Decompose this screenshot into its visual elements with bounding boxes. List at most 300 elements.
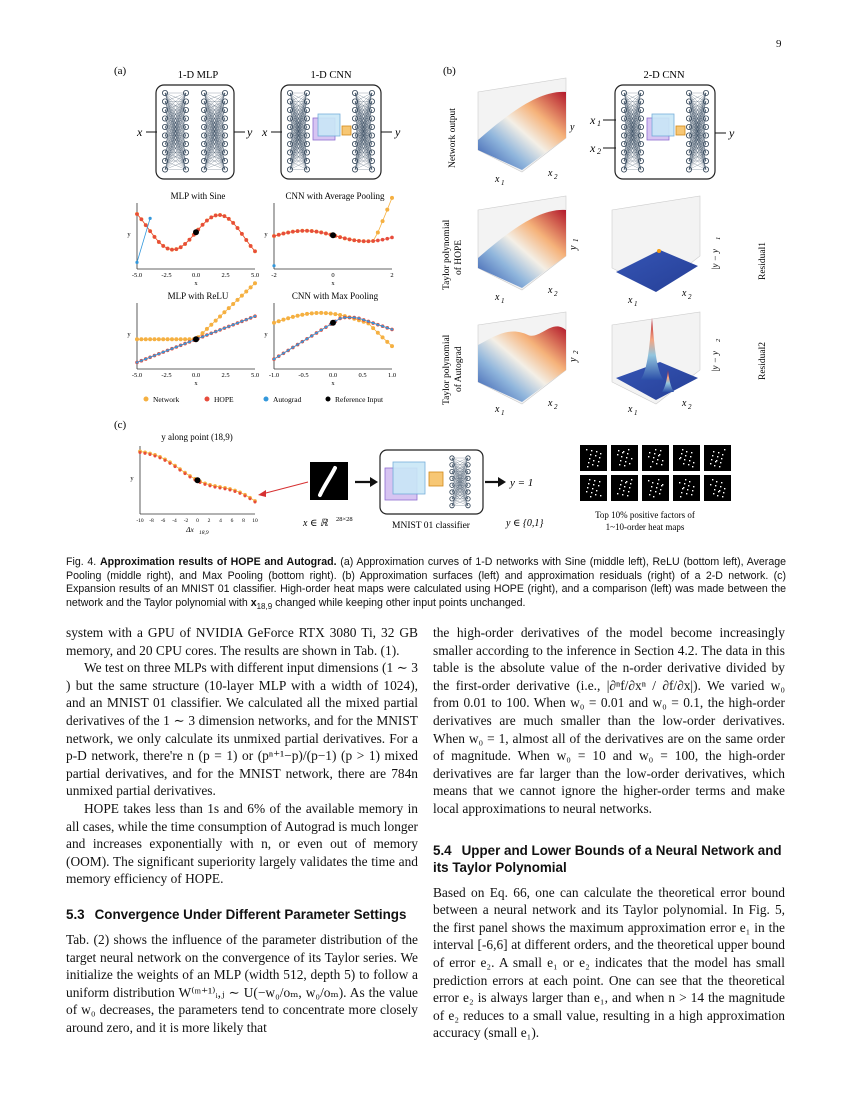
row-taylor-hope-2: of HOPE [454,239,464,275]
svg-text:x: x [682,288,687,299]
right-paragraph-2: Based on Eq. 66, one can calculate the theoretical error bound between a neural network and its Taylor polynomial. In Fig. 5, the first panel shows the maximum approximation error e₁ in the interval [-6,6] at different orders, and the theoretical upper bound of error e₂. A small e₁ or e₂ indicates that the model has small prediction errors at each point. One can see that the theoretical error e₂ is always larger than e₁, and when n > 14 the magnitude of e₂ reduces to a small value, resulting in a high approximation accuracy (small e₁). [433,884,785,1041]
heatmap-pixel [681,492,682,493]
heatmap-pixel [624,465,625,466]
row-network-output: Network output [448,108,458,168]
heatmap-pixel [686,451,687,452]
surface-residual1 [612,196,722,308]
svg-text:|y − y: |y − y [710,248,720,270]
c-tick-label: 0 [196,518,199,524]
curve-point [170,337,174,341]
curve-point [149,356,151,358]
heatmap-pixel [715,485,716,486]
curve-point [287,349,289,351]
curve-point [236,322,238,324]
curve-point [144,337,148,341]
c-hope-point [139,451,142,454]
mlp-input-x: x [137,125,143,139]
cnn2d-input-x2: x [590,141,596,155]
c-tick-label: -4 [172,518,177,524]
axis-tick-label: -2 [271,272,277,279]
curve-point [358,317,360,319]
heatmap-pixel [713,451,714,452]
curve-point [301,340,303,342]
curve-point [236,298,240,302]
section-5-4-number: 5.4 [433,842,452,858]
curve-point [135,261,138,264]
heatmap-pixel [623,451,624,452]
heatmap-pixel [595,455,596,456]
curve-point [175,247,179,251]
heatmap-tile [580,445,607,471]
heatmap-pixel [716,481,717,482]
c-classifier-label: MNIST 01 classifier [392,521,470,531]
curve-point [376,231,380,235]
mlp-output-y: y [247,125,253,139]
curve-point [153,354,155,356]
legend-hope: HOPE [214,395,234,404]
heatmap-pixel [685,479,686,480]
heatmap-pixel [586,491,587,492]
heatmap-pixel [592,488,593,489]
heatmap-pixel [593,460,594,461]
axis-x-label: x [331,380,335,387]
mlp-title: 1-D MLP [177,70,219,81]
c-red-arrowhead [258,490,266,497]
cnn2d-input-x1: x [590,113,596,127]
curve-point [296,314,300,318]
heatmap-pixel [649,494,650,495]
heatmap-pixel [598,461,599,462]
cnn2d-title: 2-D CNN [643,70,685,81]
curve-point [183,337,187,341]
svg-text:x: x [495,174,500,185]
curve-point [324,311,328,315]
heatmap-tile [580,475,607,501]
svg-text:y: y [570,122,575,133]
row-residual2: Residual2 [758,342,768,380]
heatmap-tile [611,475,638,501]
curve-point [348,238,352,242]
heatmap-pixel [627,453,628,454]
curve-point [300,313,304,317]
axis-tick-label: 1.0 [387,372,397,379]
heatmap-pixel [722,454,723,455]
heatmap-pixel [591,450,592,451]
curve-point [148,337,152,341]
heatmap-pixel [630,483,631,484]
heatmap-pixel [656,463,657,464]
svg-text:2: 2 [715,338,722,342]
curve-point [244,238,248,242]
curve-point [344,316,346,318]
heatmap-pixel [599,481,600,482]
curve-point [152,337,156,341]
heatmap-pixel [597,465,598,466]
curve-point [232,324,234,326]
svg-text:2: 2 [572,350,580,354]
curve-point [214,330,216,332]
curve-point [296,229,300,233]
svg-text:x: x [548,398,553,409]
heatmap-pixel [620,460,621,461]
c-hope-point [249,497,252,500]
curve-point [357,239,361,243]
heatmap-tile [673,475,700,501]
curve-point [157,240,161,244]
c-hope-point [234,490,237,493]
c-tick-label: 4 [219,518,222,524]
curve-point [377,323,379,325]
curve-point [188,341,190,343]
c-hope-point [184,472,187,475]
heatmap-pixel [651,486,652,487]
c-y-set: y ∈ {0,1} [506,518,544,529]
heatmap-pixel [596,451,597,452]
heatmap-pixel [624,486,625,487]
heatmap-pixel [660,450,661,451]
curve-point [272,264,275,267]
curve-point [148,229,152,233]
heatmap-pixel [710,463,711,464]
row-residual1: Residual1 [758,242,768,280]
curve-point [305,229,309,233]
row-taylor-auto-1: Taylor polynomial [442,334,452,405]
heatmap-pixel [680,496,681,497]
cnn-title: 1-D CNN [310,70,352,81]
c-arrow-out-head [498,477,506,487]
curve-point [201,223,205,227]
heatmap-pixel [713,493,714,494]
cnn-output-y: y [395,125,401,139]
curve-point [153,235,157,239]
curve-point [386,327,388,329]
curve-point [240,232,244,236]
heatmap-pixel [629,463,630,464]
curve-point [319,311,323,315]
surface-taylor-hope [478,196,580,305]
curve-point [291,315,295,319]
legend-hope-marker [205,397,210,402]
c-tick-label: -6 [160,518,166,524]
curve-point [214,214,218,218]
curve-point [254,315,256,317]
curve-point [184,342,186,344]
heatmap-pixel [657,483,658,484]
axis-x-label: x [331,280,335,287]
axis-tick-label: -2.5 [161,272,172,279]
axis-tick-label: 2.5 [221,372,230,379]
heatmap-pixel [724,449,725,450]
heatmap-pixel [679,482,680,483]
curve-point [338,313,342,317]
heatmap-pixel [717,495,718,496]
legend-autograd: Autograd [273,395,302,404]
svg-text:1: 1 [634,300,638,308]
curve-point [272,321,276,325]
heatmap-pixel [619,464,620,465]
svg-text:y: y [568,357,579,362]
c-hope-point [214,486,217,489]
curve-point [166,337,170,341]
heatmap-pixel [587,487,588,488]
heatmap-pixel [631,479,632,480]
curve-point [385,208,389,212]
curve-point [179,337,183,341]
curve-point [240,294,244,298]
heatmap-pixel [653,457,654,458]
curve-point [281,318,285,322]
curve-point [180,344,182,346]
heatmap-pixel [714,465,715,466]
curve-point [175,346,177,348]
axis-x-label: x [194,380,198,387]
cnn2d-input-x2-sub: 2 [597,147,601,156]
heatmap-pixel [589,458,590,459]
c-tick-label: 6 [230,518,234,524]
axis-tick-label: -2.5 [161,372,172,379]
curve-point [381,238,385,242]
c-hope-point [229,489,232,492]
panel-b-label: (b) [443,65,456,77]
curve-point [171,348,173,350]
heatmap-pixel [690,456,691,457]
c-hope-point [149,453,152,456]
heatmap-pixel [621,456,622,457]
curve-point [277,233,281,237]
section-5-4-heading [433,842,785,876]
heatmap-pixel [655,491,656,492]
heatmap-pixel [687,489,688,490]
curve-point [325,326,327,328]
curve-point [272,234,276,238]
curve-point [286,231,290,235]
heatmap-pixel [692,466,693,467]
curve-point [352,238,356,242]
c-xlabel-sub: 18,9 [199,530,209,536]
svg-text:2: 2 [688,293,692,301]
heatmap-pixel [688,464,689,465]
plot-relu-title: MLP with ReLU [167,291,229,301]
heatmap-pixel [649,452,650,453]
plot-max-title: CNN with Max Pooling [291,291,379,301]
curve-point [353,316,355,318]
curve-point [218,314,222,318]
heatmap-tile [642,445,669,471]
axis-tick-label: 2 [390,272,394,279]
legend-reference: Reference Input [335,395,384,404]
heatmap-pixel [680,457,681,458]
caption-xsub: 18,9 [256,601,273,611]
heatmap-pixel [650,490,651,491]
curve-point [140,359,142,361]
section-5-3-title: Convergence Under Different Parameter Settings [94,906,407,922]
heatmap-pixel [719,490,720,491]
curve-point [135,212,139,216]
curve-point [385,237,389,241]
legend-network-marker [144,397,149,402]
curve-point [174,337,178,341]
heatmap-pixel [683,487,684,488]
curve-point [219,329,221,331]
right-paragraph-1: the high-order derivatives of the model become increasingly smaller according to the inference in Section 4.2. The data in this table is the absolute value of the n-order derivative divided by the first-order derivative (i.e., |∂ⁿf/∂xⁿ / ∂f/∂x|). We varied w₀ from 0.01 to 100. When w₀ = 0.01 and w₀ = 0.1, the high-order derivatives are much smaller than the low-order derivatives. When w₀ = 1, almost all of the derivatives are on the same order of magnitude. When w₀ = 10 and w₀ = 100, the high-order derivatives are far larger than the low-order derivatives, which means that we cannot ignore the higher-order terms and make local approximations to neural networks. [433,625,785,816]
heatmap-pixel [686,493,687,494]
svg-text:1: 1 [501,179,505,187]
curve-point [310,229,314,233]
heatmap-pixel [718,452,719,453]
curve-point [305,312,309,316]
curve-point [390,196,394,200]
svg-text:x: x [495,404,500,415]
reference-point [330,232,336,238]
curve-point [390,344,394,348]
cnn-input-x: x [262,125,268,139]
svg-text:1: 1 [572,238,580,242]
axis-y-label: y [264,331,268,338]
legend-reference-marker [326,397,331,402]
heatmap-pixel [631,458,632,459]
curve-point [149,217,152,220]
curve-point [339,317,341,319]
heatmap-pixel [629,487,630,488]
curve-point [135,337,139,341]
curve-point [166,247,170,251]
axis-tick-label: -5.0 [131,272,143,279]
heatmap-pixel [626,457,627,458]
curve-point [249,317,251,319]
curve-point [333,312,337,316]
svg-text:2: 2 [554,173,558,181]
heatmap-pixel [717,456,718,457]
curve-point [338,235,342,239]
page-number: 9 [776,38,782,50]
left-paragraph-3: HOPE takes less than 1s and 6% of the available memory in all cases, while the time consumption of Autograd is much longer and increases exponentially with n, or even out of memory (OOM). The significant superiority largely validates the time and memory efficiency of HOPE. [66,800,418,887]
curve-point [201,336,203,338]
heatmap-pixel [689,460,690,461]
cnn2d-output-y: y [729,126,735,140]
c-hope-point [219,486,222,489]
axis-x-label: x [194,280,198,287]
heatmap-pixel [627,495,628,496]
c-tick-label: 10 [252,518,258,524]
curve-point [319,231,323,235]
curve-point [140,217,144,221]
curve-point [218,213,222,217]
section-5-3-heading [66,906,418,923]
curve-point [158,353,160,355]
curve-point [236,226,240,230]
curve-point [311,335,313,337]
c-input-label: x ∈ ℝ [303,518,328,529]
curve-point [372,322,374,324]
c-y-eq: y = 1 [510,477,534,489]
heatmap-pixel [591,492,592,493]
curve-point [381,325,383,327]
heatmap-pixel [598,485,599,486]
axis-tick-label: -1.0 [268,372,280,379]
c-hope-point [174,465,177,468]
heatmap-pixel [600,453,601,454]
row-taylor-hope-1: Taylor polynomial [442,219,452,290]
curve-point [244,290,248,294]
caption-text: (a) Approximation curves of 1-D networks with Sine (middle left), ReLU (bottom left), Average Pooling (middle right), and Max Pooling (bottom right). (b) Approximation surfaces (left) and approximation residuals (right) of a 2-D network. (c) Expansion results of an MNIST 01 classifier. High-order heat maps were calculated using HOPE (right), and a comparison (left) was made between the network and the Taylor polynomial with [66,556,786,609]
heatmap-pixel [692,490,693,491]
curve-point [161,244,165,248]
left-paragraph-1: system with a GPU of NVIDIA GeForce RTX 3080 Ti, 32 GB memory, and 20 CPU cores. The results are shown in Tab. (1). [66,625,418,658]
heatmap-pixel [689,481,690,482]
c-hope-point [244,494,247,497]
axis-y-label: y [127,231,131,238]
heatmap-pixel [657,459,658,460]
svg-text:x: x [628,404,633,415]
curve-point [362,319,364,321]
heatmap-pixel [621,480,622,481]
heatmap-pixel [648,456,649,457]
axis-tick-label: -5.0 [131,372,143,379]
heatmap-pixel [711,459,712,460]
curve-point [385,340,389,344]
heatmap-tile [704,445,731,471]
heatmap-pixel [720,462,721,463]
heatmap-pixel [716,460,717,461]
heatmap-pixel [620,484,621,485]
heatmap-pixel [714,489,715,490]
c-tick-label: -8 [149,518,154,524]
curve-point [201,331,205,335]
c-reference-point [195,477,201,483]
curve-point [228,325,230,327]
c-arrow-in-head [370,477,378,487]
curve-point [296,343,298,345]
curve-point [249,244,253,248]
heatmap-pixel [688,485,689,486]
c-hope-point [154,454,157,457]
curve-point [371,239,375,243]
legend [144,395,385,404]
curve-point [391,328,393,330]
caption-text-end: changed while keeping other input points unchanged. [272,596,526,609]
curve-point [183,242,187,246]
heatmap-pixel [622,494,623,495]
curve-point [367,239,371,243]
curve-point [253,250,257,254]
heatmap-pixel [691,494,692,495]
c-plot-title: y along point (18,9) [161,432,233,442]
curve-point [145,358,147,360]
surface-network-output [478,78,575,187]
curve-point [362,239,366,243]
caption-xsym: x [250,596,257,609]
heatmap-pixel [654,453,655,454]
c-hope-point [179,469,182,472]
curve-point [214,319,218,323]
cnn2d-input-x1-sub: 1 [597,119,601,128]
curve-point [310,311,314,315]
heatmap-pixel [653,496,654,497]
heatmap-pixel [659,493,660,494]
curve-point [277,319,281,323]
c-hope-point [169,462,172,465]
heatmap-pixel [619,488,620,489]
curve-point [292,346,294,348]
curve-point [188,238,192,242]
curve-point [367,320,369,322]
axis-tick-label: 0.0 [191,272,201,279]
heatmap-pixel [617,454,618,455]
c-heat-caption-2: 1~10-order heat maps [605,522,685,532]
curve-point [249,285,253,289]
heatmap-pixel [660,489,661,490]
heatmap-pixel [618,450,619,451]
